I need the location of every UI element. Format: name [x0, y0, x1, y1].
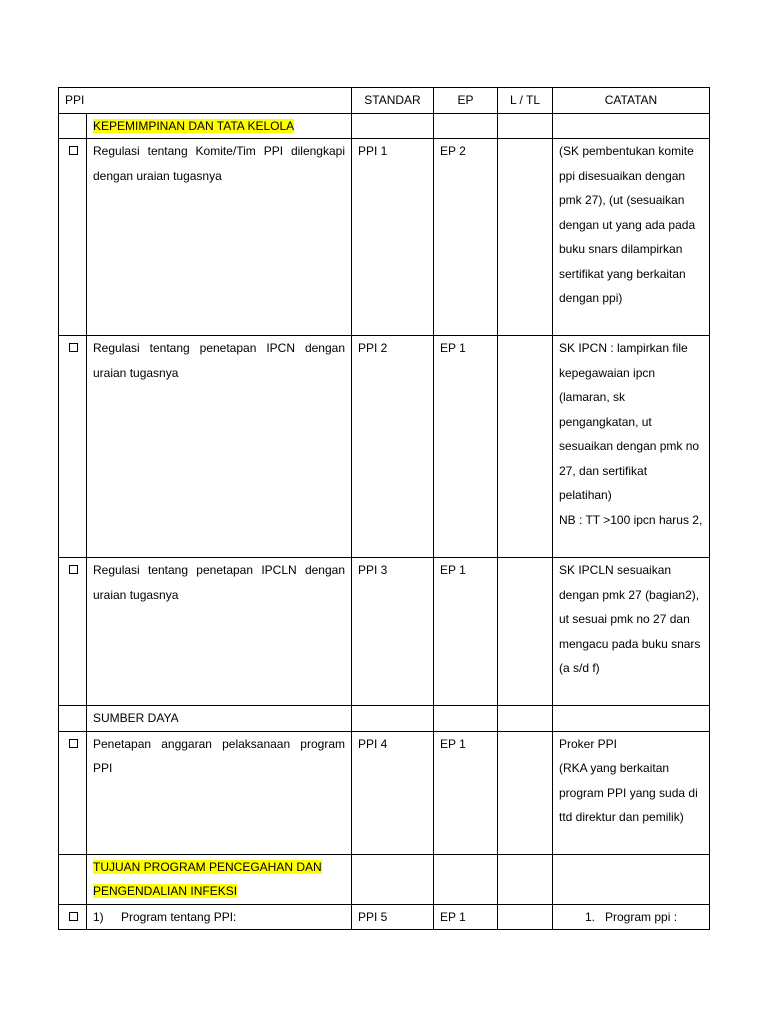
row-standar: PPI 4	[352, 731, 434, 854]
checkbox[interactable]	[69, 912, 78, 921]
table-row	[59, 558, 710, 706]
row-standar: PPI 2	[352, 336, 434, 558]
row-ep: EP 1	[434, 731, 498, 854]
row-catatan: SK IPCN : lampirkan file kepegawaian ipcn (lamaran, sk pengangkatan, ut sesuaikan dengan pmk no 27, dan sertifikat pelatihan) NB : TT >100 ipcn harus 2,	[553, 336, 710, 558]
assessment-table	[58, 87, 710, 930]
checkbox[interactable]	[69, 146, 78, 155]
row-description	[87, 904, 352, 930]
header-ep: EP	[434, 88, 498, 114]
row-standar: PPI 1	[352, 139, 434, 336]
section-row	[59, 113, 710, 139]
row-ltl	[498, 139, 553, 336]
checkbox[interactable]	[69, 565, 78, 574]
section-row	[59, 706, 710, 732]
section-title-sumber-daya: SUMBER DAYA	[87, 706, 352, 732]
row-description: Regulasi tentang Komite/Tim PPI dilengkapi dengan uraian tugasnya	[87, 139, 352, 336]
row-catatan	[553, 904, 710, 930]
row-ep: EP 1	[434, 336, 498, 558]
header-standar: STANDAR	[352, 88, 434, 114]
row-ltl	[498, 336, 553, 558]
checkbox[interactable]	[69, 739, 78, 748]
row-catatan: (SK pembentukan komite ppi disesuaikan dengan pmk 27), (ut (sesuaikan dengan ut yang ada pada buku snars dilampirkan sertifikat yang berkaitan dengan ppi)	[553, 139, 710, 336]
table-row	[59, 731, 710, 854]
section-title-tujuan-2: PENGENDALIAN INFEKSI	[93, 884, 238, 898]
table-row	[59, 139, 710, 336]
list-number: 1.	[584, 909, 595, 924]
row-catatan-text: Program ppi :	[605, 909, 678, 924]
row-ltl	[498, 904, 553, 930]
row-ltl	[498, 558, 553, 706]
row-standar: PPI 3	[352, 558, 434, 706]
row-description: Regulasi tentang penetapan IPCN dengan uraian tugasnya	[87, 336, 352, 558]
row-ltl	[498, 731, 553, 854]
row-description: Penetapan anggaran pelaksanaan program PPI	[87, 731, 352, 854]
row-description: Regulasi tentang penetapan IPCLN dengan uraian tugasnya	[87, 558, 352, 706]
row-catatan: Proker PPI (RKA yang berkaitan program PPI yang suda di ttd direktur dan pemilik)	[553, 731, 710, 854]
table-row	[59, 904, 710, 930]
row-ep: EP 1	[434, 558, 498, 706]
row-ep: EP 2	[434, 139, 498, 336]
section-row	[59, 854, 710, 904]
row-standar: PPI 5	[352, 904, 434, 930]
table-row	[59, 336, 710, 558]
row-description-text: Program tentang PPI:	[121, 909, 237, 924]
list-number: 1)	[93, 909, 104, 924]
row-catatan: SK IPCLN sesuaikan dengan pmk 27 (bagian2), ut sesuai pmk no 27 dan mengacu pada buku snars (a s/d f)	[553, 558, 710, 706]
table-header-row	[59, 88, 710, 114]
header-ppi: PPI	[59, 88, 352, 114]
header-ltl: L / TL	[498, 88, 553, 114]
section-title-kepemimpinan: KEPEMIMPINAN DAN TATA KELOLA	[93, 118, 295, 133]
checkbox[interactable]	[69, 343, 78, 352]
header-catatan: CATATAN	[553, 88, 710, 114]
section-title-tujuan: TUJUAN PROGRAM PENCEGAHAN DAN	[93, 859, 322, 874]
row-ep: EP 1	[434, 904, 498, 930]
